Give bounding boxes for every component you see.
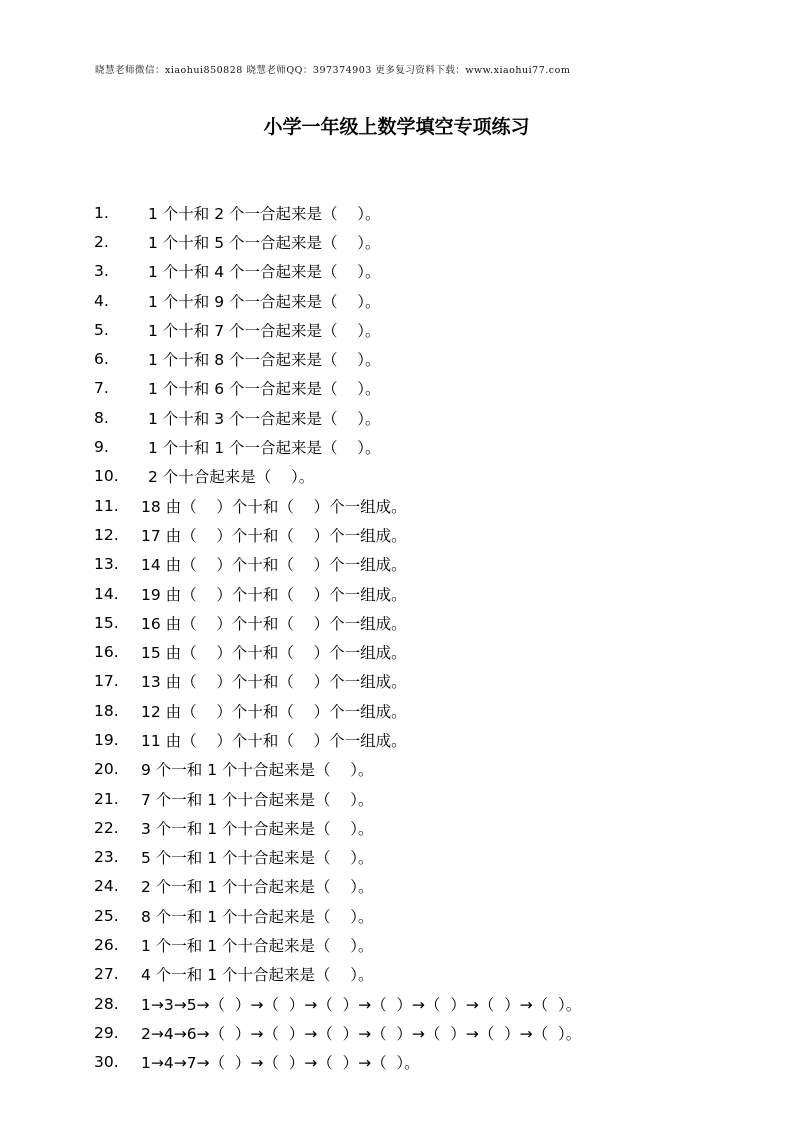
question-number: 8.: [94, 408, 109, 427]
question-text: 8 个一和 1 个十合起来是（ ）。: [141, 907, 374, 926]
question-text: 12 由（ ）个十和（ ）个一组成。: [141, 702, 407, 721]
question-list: [94, 198, 754, 1077]
question-text: 2 个十合起来是（ ）。: [148, 468, 315, 487]
question-number: 26.: [94, 936, 119, 955]
question-text: 1 个十和 6 个一合起来是（ ）。: [148, 380, 381, 399]
question-number: 20.: [94, 760, 119, 779]
question-text: 1 个十和 5 个一合起来是（ ）。: [148, 233, 381, 252]
question-number: 12.: [94, 525, 119, 544]
question-item: [94, 374, 754, 403]
question-item: [94, 667, 754, 696]
question-number: 22.: [94, 818, 119, 837]
question-item: [94, 989, 754, 1018]
question-item: [94, 637, 754, 666]
question-item: [94, 344, 754, 373]
question-text: 19 由（ ）个十和（ ）个一组成。: [141, 585, 407, 604]
question-item: [94, 901, 754, 930]
question-number: 10.: [94, 467, 119, 486]
question-number: 15.: [94, 613, 119, 632]
question-item: [94, 520, 754, 549]
question-number: 28.: [94, 994, 119, 1013]
question-number: 4.: [94, 291, 109, 310]
question-item: [94, 843, 754, 872]
question-text: 1→4→7→（ ）→（ ）→（ ）→（ ）。: [141, 1054, 420, 1073]
question-item: [94, 930, 754, 959]
question-number: 25.: [94, 906, 119, 925]
question-item: [94, 725, 754, 754]
question-text: 4 个一和 1 个十合起来是（ ）。: [141, 966, 374, 985]
question-item: [94, 403, 754, 432]
page-title: 小学一年级上数学填空专项练习: [263, 116, 530, 138]
question-text: 1 个十和 9 个一合起来是（ ）。: [148, 292, 381, 311]
question-text: 18 由（ ）个十和（ ）个一组成。: [141, 497, 407, 516]
question-number: 5.: [94, 320, 109, 339]
question-item: [94, 432, 754, 461]
question-item: [94, 315, 754, 344]
question-text: 9 个一和 1 个十合起来是（ ）。: [141, 761, 374, 780]
question-text: 1 个十和 3 个一合起来是（ ）。: [148, 409, 381, 428]
page-header: 晓慧老师微信：xiaohui850828 晓慧老师QQ：397374903 更多复习资料下载：www.xiaohui77.com: [95, 65, 571, 76]
question-item: [94, 550, 754, 579]
question-text: 11 由（ ）个十和（ ）个一组成。: [141, 731, 407, 750]
question-number: 21.: [94, 789, 119, 808]
question-number: 6.: [94, 350, 109, 369]
question-item: [94, 1018, 754, 1047]
question-text: 17 由（ ）个十和（ ）个一组成。: [141, 526, 407, 545]
question-text: 16 由（ ）个十和（ ）个一组成。: [141, 614, 407, 633]
question-number: 9.: [94, 438, 109, 457]
question-text: 2→4→6→（ ）→（ ）→（ ）→（ ）→（ ）→（ ）→（ ）。: [141, 1024, 582, 1043]
question-item: [94, 579, 754, 608]
question-item: [94, 227, 754, 256]
question-number: 3.: [94, 262, 109, 281]
question-text: 1→3→5→（ ）→（ ）→（ ）→（ ）→（ ）→（ ）→（ ）。: [141, 995, 582, 1014]
question-number: 18.: [94, 701, 119, 720]
question-item: [94, 608, 754, 637]
question-number: 13.: [94, 555, 119, 574]
question-number: 23.: [94, 848, 119, 867]
question-text: 15 由（ ）个十和（ ）个一组成。: [141, 644, 407, 663]
question-item: [94, 755, 754, 784]
question-item: [94, 813, 754, 842]
question-number: 2.: [94, 232, 109, 251]
question-number: 7.: [94, 379, 109, 398]
question-item: [94, 1048, 754, 1077]
question-text: 1 个十和 1 个一合起来是（ ）。: [148, 439, 381, 458]
question-number: 29.: [94, 1023, 119, 1042]
question-item: [94, 491, 754, 520]
question-item: [94, 198, 754, 227]
question-number: 16.: [94, 643, 119, 662]
question-number: 24.: [94, 877, 119, 896]
question-number: 19.: [94, 730, 119, 749]
question-number: 14.: [94, 584, 119, 603]
question-text: 13 由（ ）个十和（ ）个一组成。: [141, 673, 407, 692]
question-number: 1.: [94, 203, 109, 222]
question-item: [94, 286, 754, 315]
question-text: 1 个十和 4 个一合起来是（ ）。: [148, 263, 381, 282]
question-number: 27.: [94, 965, 119, 984]
question-item: [94, 257, 754, 286]
question-text: 1 个十和 7 个一合起来是（ ）。: [148, 321, 381, 340]
question-number: 11.: [94, 496, 119, 515]
question-text: 3 个一和 1 个十合起来是（ ）。: [141, 819, 374, 838]
question-text: 7 个一和 1 个十合起来是（ ）。: [141, 790, 374, 809]
question-item: [94, 784, 754, 813]
question-item: [94, 872, 754, 901]
question-number: 30.: [94, 1053, 119, 1072]
question-item: [94, 696, 754, 725]
question-text: 14 由（ ）个十和（ ）个一组成。: [141, 556, 407, 575]
question-number: 17.: [94, 672, 119, 691]
question-item: [94, 462, 754, 491]
question-text: 1 个一和 1 个十合起来是（ ）。: [141, 937, 374, 956]
question-item: [94, 960, 754, 989]
question-text: 2 个一和 1 个十合起来是（ ）。: [141, 878, 374, 897]
question-text: 1 个十和 8 个一合起来是（ ）。: [148, 351, 381, 370]
question-text: 5 个一和 1 个十合起来是（ ）。: [141, 849, 374, 868]
question-text: 1 个十和 2 个一合起来是（ ）。: [148, 204, 381, 223]
